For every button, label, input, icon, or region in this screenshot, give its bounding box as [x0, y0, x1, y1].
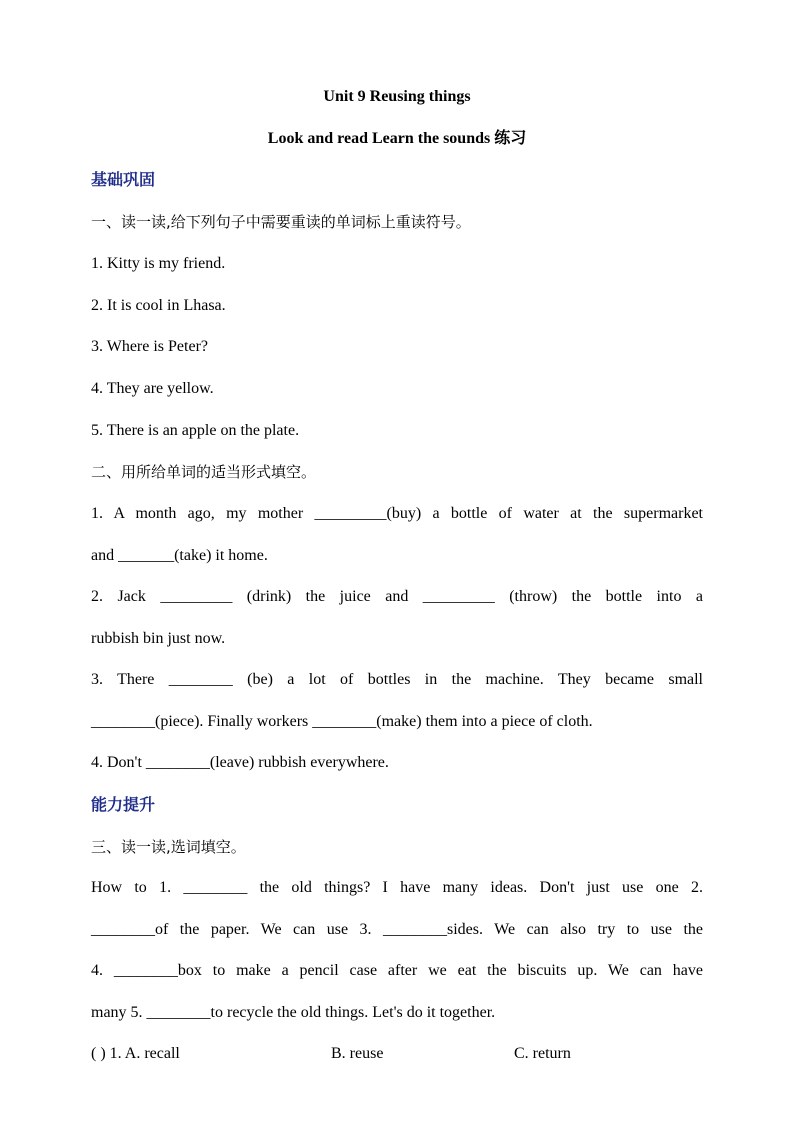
page-title: Unit 9 Reusing things [323, 88, 471, 105]
part3-line: 4. ________box to make a pencil case after we eat the biscuits up. We can have [91, 962, 703, 979]
part2-line: rubbish bin just now. [91, 630, 226, 647]
part1-instruction: 一、读一读,给下列句子中需要重读的单词标上重读符号。 [91, 213, 471, 231]
part1-item: 3. Where is Peter? [91, 338, 208, 355]
part2-line: 1. A month ago, my mother _________(buy) a bottle of water at the supermarket [91, 505, 703, 522]
part1-item: 5. There is an apple on the plate. [91, 422, 300, 439]
part1-item: 4. They are yellow. [91, 380, 214, 397]
part2-line: 2. Jack _________ (drink) the juice and _________ (throw) the bottle into a [91, 588, 703, 605]
page-subtitle: Look and read Learn the sounds 练习 [267, 130, 527, 147]
question-1-options [91, 1043, 703, 1065]
section-heading-basic: 基础巩固 [91, 170, 156, 189]
part1-item: 1. Kitty is my friend. [91, 255, 226, 272]
part3-line: How to 1. ________ the old things? I have many ideas. Don't just use one 2. [91, 879, 703, 896]
part1-item: 2. It is cool in Lhasa. [91, 297, 226, 314]
section-heading-advanced: 能力提升 [91, 795, 156, 814]
part3-line: many 5. ________to recycle the old things. Let's do it together. [91, 1004, 496, 1021]
question-1-option-c: C. return [514, 1045, 571, 1062]
question-1-option-b: B. reuse [331, 1045, 384, 1062]
part2-instruction: 二、用所给单词的适当形式填空。 [91, 463, 317, 481]
part3-instruction: 三、读一读,选词填空。 [91, 838, 246, 856]
question-1-option-a: ( ) 1. A. recall [91, 1045, 180, 1062]
part2-line: and _______(take) it home. [91, 547, 268, 564]
part2-line: 4. Don't ________(leave) rubbish everywhere. [91, 754, 389, 771]
part2-line: 3. There ________ (be) a lot of bottles in the machine. They became small [91, 671, 703, 688]
part2-line: ________(piece). Finally workers ________(make) them into a piece of cloth. [91, 713, 593, 730]
part3-line: ________of the paper. We can use 3. ________sides. We can also try to use the [91, 921, 703, 938]
